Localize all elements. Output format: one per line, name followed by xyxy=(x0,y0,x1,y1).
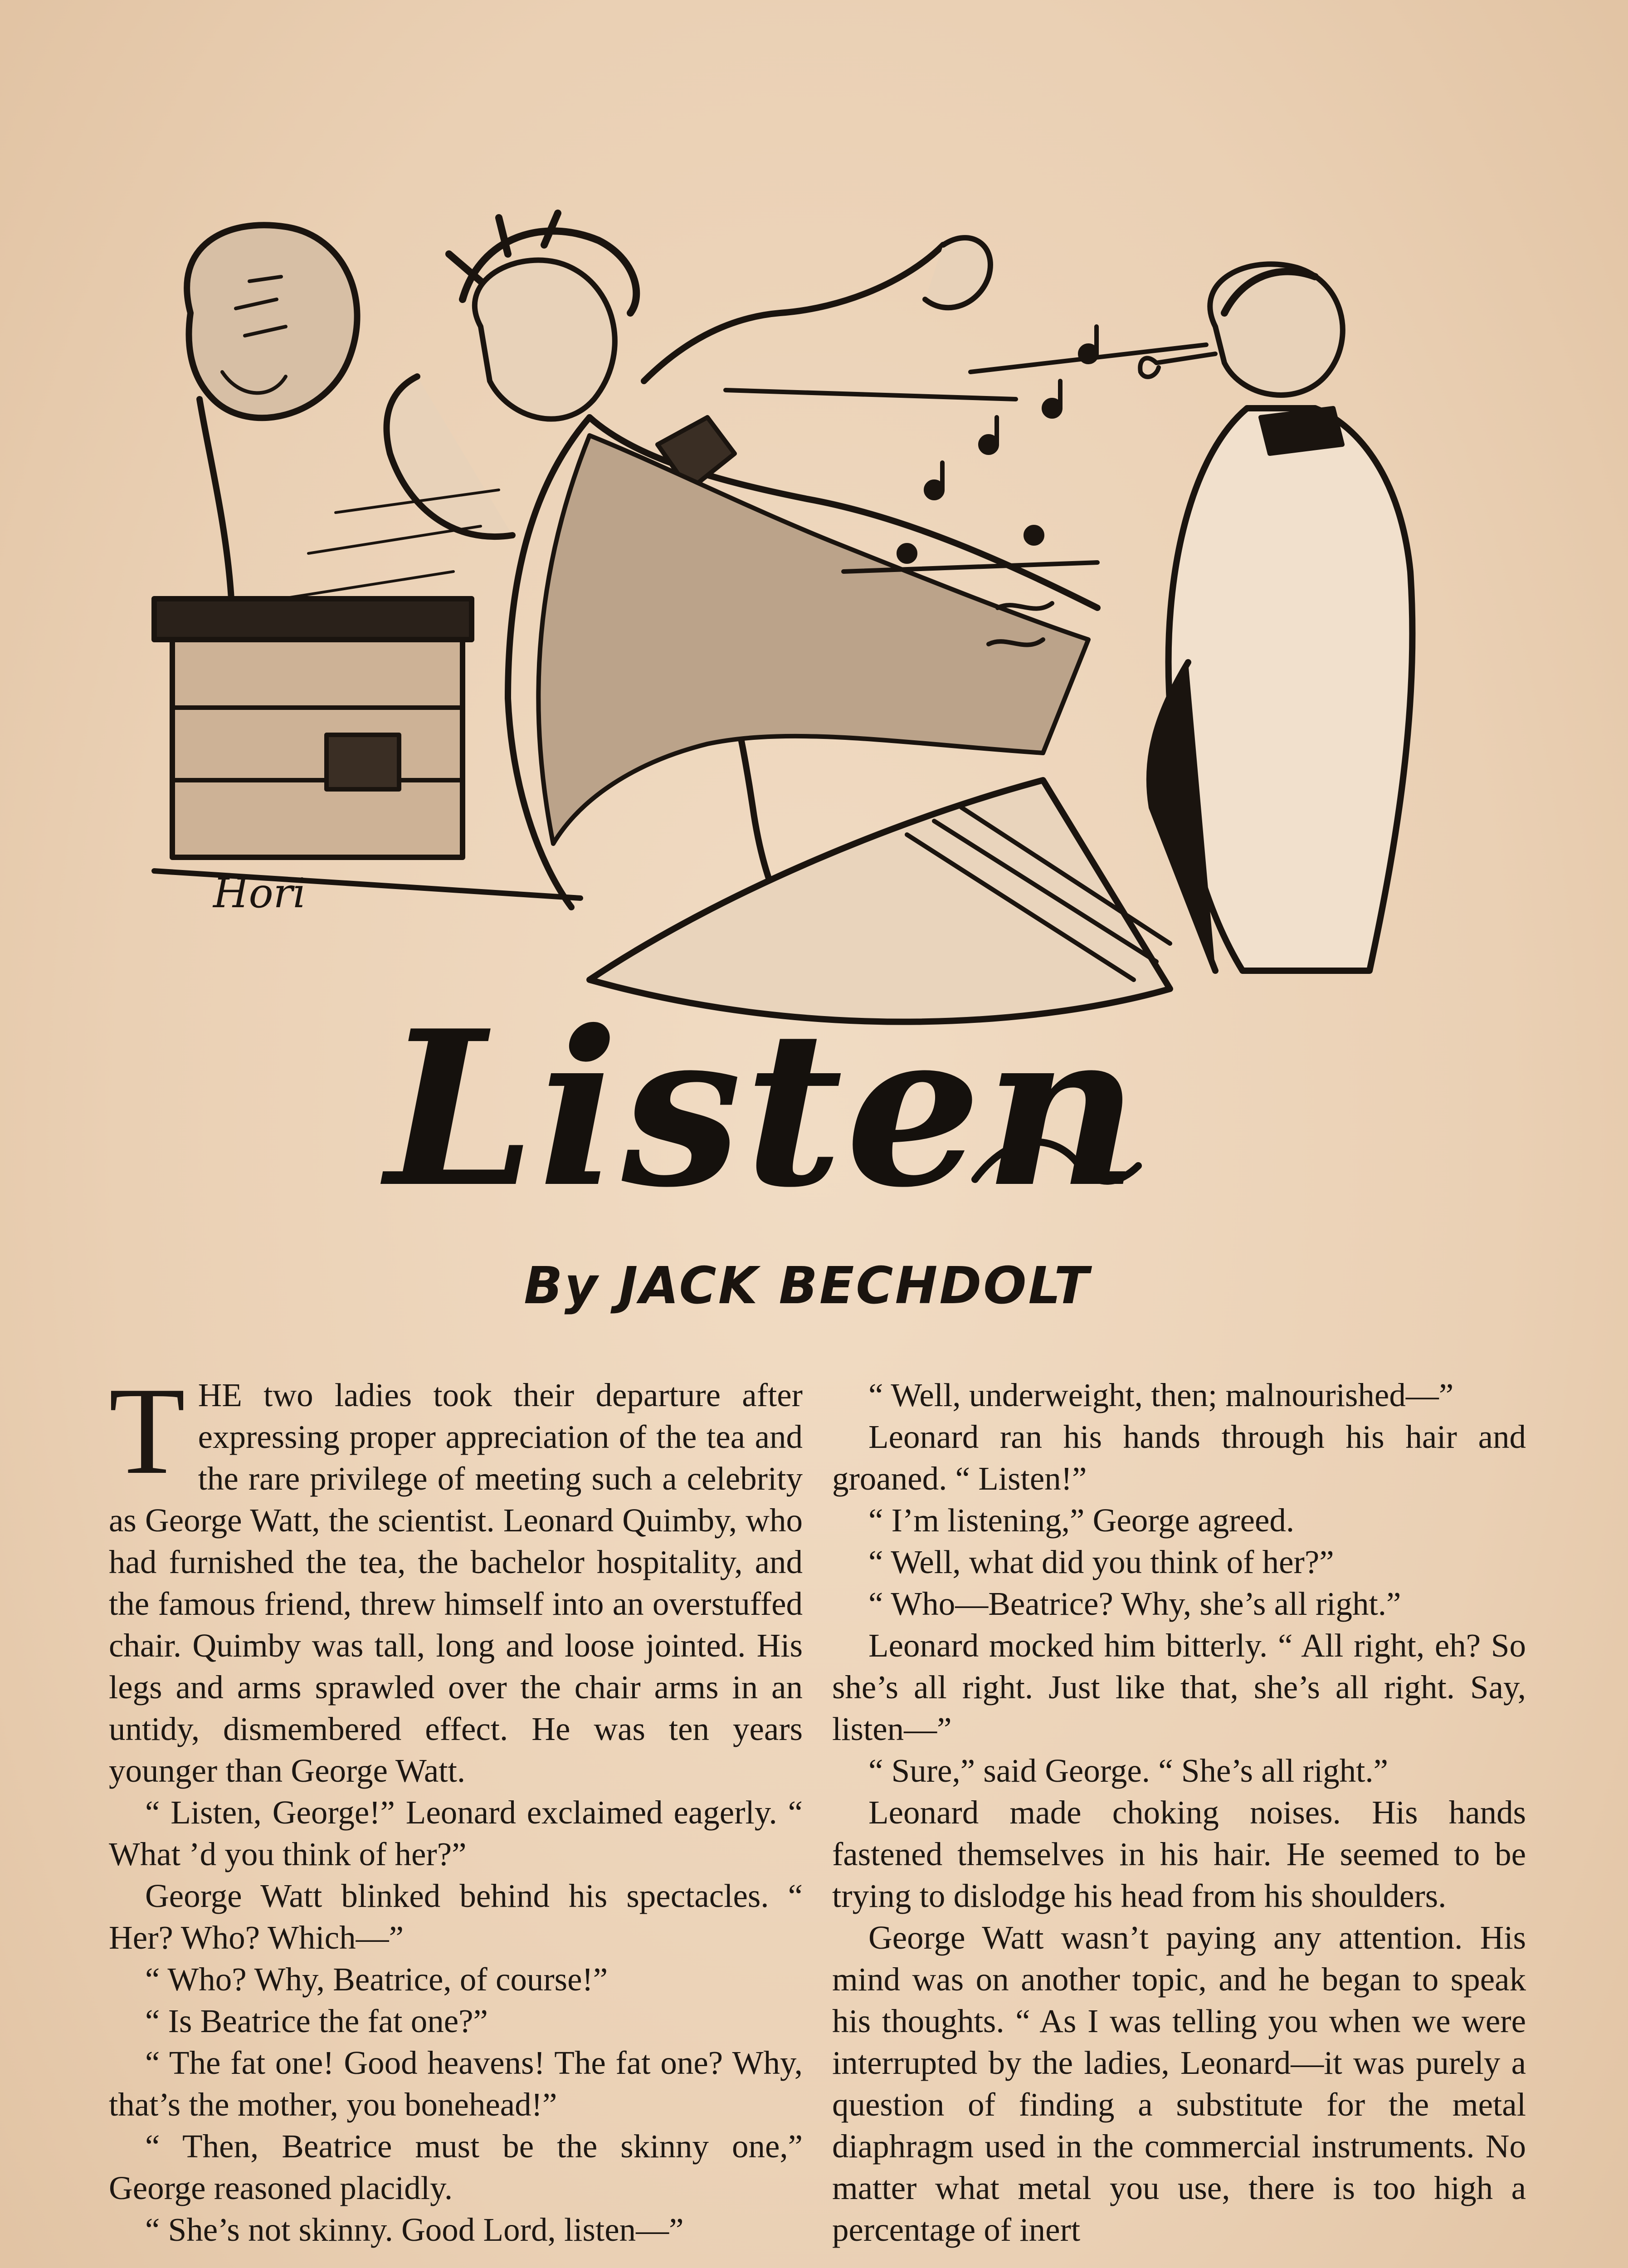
paragraph: “ I’m listening,” George agreed. xyxy=(868,1502,1295,1539)
paragraph: “ Well, underweight, then; malnourished—” xyxy=(868,1377,1454,1413)
paragraph: “ The fat one! Good heavens! The fat one? Why, that’s the mother, you bonehead!” xyxy=(109,2044,803,2123)
artist-signature: Hori xyxy=(213,870,306,917)
paragraph: THE two ladies took their departure after expressing proper appreciation of the tea and the rare privilege of meeting such a celebrity as George Watt, the scientist. Leonard Quimby, who had furnished the tea, the bachelor hospitality, and the famous friend, threw himself into an overstuffed chair. Quimby was tall, long and loose jointed. His legs and arms sprawled over the chair arms in an untidy, dismembered effect. He was ten years younger than George Watt. xyxy=(109,1361,803,1789)
pipe-icon xyxy=(1140,354,1215,377)
byline: By JACK BECHDOLT xyxy=(524,1256,1091,1315)
story-illustration xyxy=(136,163,1506,1052)
paragraph: Leonard ran his hands through his hair and groaned. “ Listen!” xyxy=(832,1418,1526,1497)
right-column xyxy=(832,1374,1526,2251)
drop-cap: T xyxy=(109,1361,185,1500)
paragraph: “ Then, Beatrice must be the skinny one,” George reasoned placidly. xyxy=(109,2128,803,2206)
paragraph: “ Well, what did you think of her?” xyxy=(868,1544,1334,1580)
paragraph: “ Who—Beatrice? Why, she’s all right.” xyxy=(868,1585,1401,1622)
paragraph: “ She’s not skinny. Good Lord, listen—” xyxy=(145,2211,684,2248)
paragraph: “ Sure,” said George. “ She’s all right.” xyxy=(868,1752,1389,1789)
story-title xyxy=(372,975,1143,1270)
paragraph: “ Is Beatrice the fat one?” xyxy=(145,2003,488,2039)
figure-butler xyxy=(1210,264,1342,395)
figure-leonard xyxy=(475,260,615,419)
paragraph: Leonard mocked him bitterly. “ All right, eh? So she’s all right. Just like that, she’s all right. Say, listen—” xyxy=(832,1627,1526,1747)
paragraph: Leonard made choking noises. His hands fastened themselves in his hair. He seemed to be trying to dislodge his head from his shoulders. xyxy=(832,1794,1526,1914)
paragraph: George Watt blinked behind his spectacles. “ Her? Who? Which—” xyxy=(109,1877,803,1956)
left-column xyxy=(109,1361,803,2251)
paragraph: “ Listen, George!” Leonard exclaimed eagerly. “ What ’d you think of her?” xyxy=(109,1794,803,1872)
paragraph: George Watt wasn’t paying any attention. His mind was on another topic, and he began to speak his thoughts. “ As I was telling you when we were interrupted by the ladies, Leonard—it was purely a question of finding a substitute for the metal diaphragm used in the commercial instruments. No matter what metal you use, there is too high a percentage of inert xyxy=(832,1919,1526,2248)
title-text: Listen xyxy=(385,984,1142,1234)
paragraph: “ Who? Why, Beatrice, of course!” xyxy=(145,1961,608,1998)
